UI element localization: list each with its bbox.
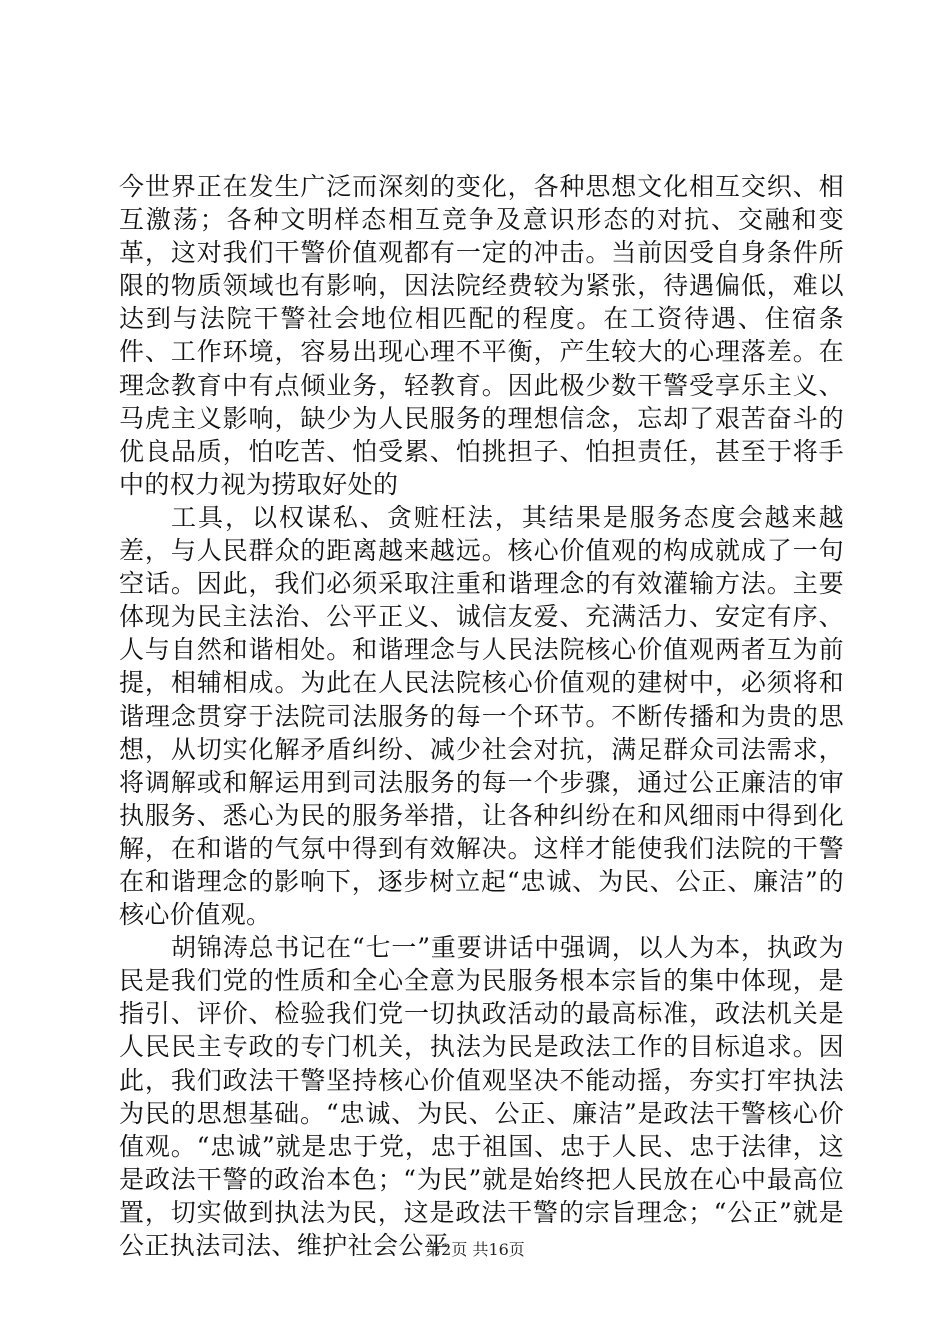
paragraph-1: 今世界正在发生广泛而深刻的变化，各种思想文化相互交织、相互激荡；各种文明样态相互竞争及意识形态的对抗、交融和变革，这对我们干警价值观都有一定的冲击。当前因受自身条件所限的物质领域也有影响，因法院经费较为紧张，待遇偏低，难以达到与法院干警社会地位相匹配的程度。在工资待遇、住宿条件、工作环境，容易出现心理不平衡，产生较大的心理落差。在理念教育中有点倾业务，轻教育。因此极少数干警受享乐主义、马虎主义影响，缺少为人民服务的理想信念，忘却了艰苦奋斗的优良品质，怕吃苦、怕受累、怕挑担子、怕担责任，甚至于将手中的权力视为捞取好处的 xyxy=(119,172,844,499)
paragraph-2: 工具，以权谋私、贪赃枉法，其结果是服务态度会越来越差，与人民群众的距离越来越远。核心价值观的构成就成了一句空话。因此，我们必须采取注重和谐理念的有效灌输方法。主要体现为民主法治、公平正义、诚信友爱、充满活力、安定有序、人与自然和谐相处。和谐理念与人民法院核心价值观两者互为前提，相辅相成。为此在人民法院核心价值观的建树中，必须将和谐理念贯穿于法院司法服务的每一个环节。不断传播和为贵的思想，从切实化解矛盾纠纷、减少社会对抗，满足群众司法需求，将调解或和解运用到司法服务的每一个步骤，通过公正廉洁的审执服务、悉心为民的服务举措，让各种纠纷在和风细雨中得到化解，在和谐的气氛中得到有效解决。这样才能使我们法院的干警在和谐理念的影响下，逐步树立起“忠诚、为民、公正、廉洁”的核心价值观。 xyxy=(119,502,844,930)
paragraph-3: 胡锦涛总书记在“七一”重要讲话中强调，以人为本，执政为民是我们党的性质和全心全意为民服务根本宗旨的集中体现，是指引、评价、检验我们党一切执政活动的最高标准，政法机关是人民民主专政的专门机关，执法为民是政法工作的目标追求。因此，我们政法干警坚持核心价值观坚决不能动摇，夯实打牢执法为民的思想基础。“忠诚、为民、公正、廉洁”是政法干警核心价值观。“忠诚”就是忠于党，忠于祖国、忠于人民、忠于法律，这是政法干警的政治本色；“为民”就是始终把人民放在心中最高位置，切实做到执法为民，这是政法干警的宗旨理念；“公正”就是公正执法司法、维护社会公平 xyxy=(119,933,844,1260)
document-body xyxy=(119,170,844,1262)
page-footer: 第2页 共16页 xyxy=(425,1240,525,1259)
